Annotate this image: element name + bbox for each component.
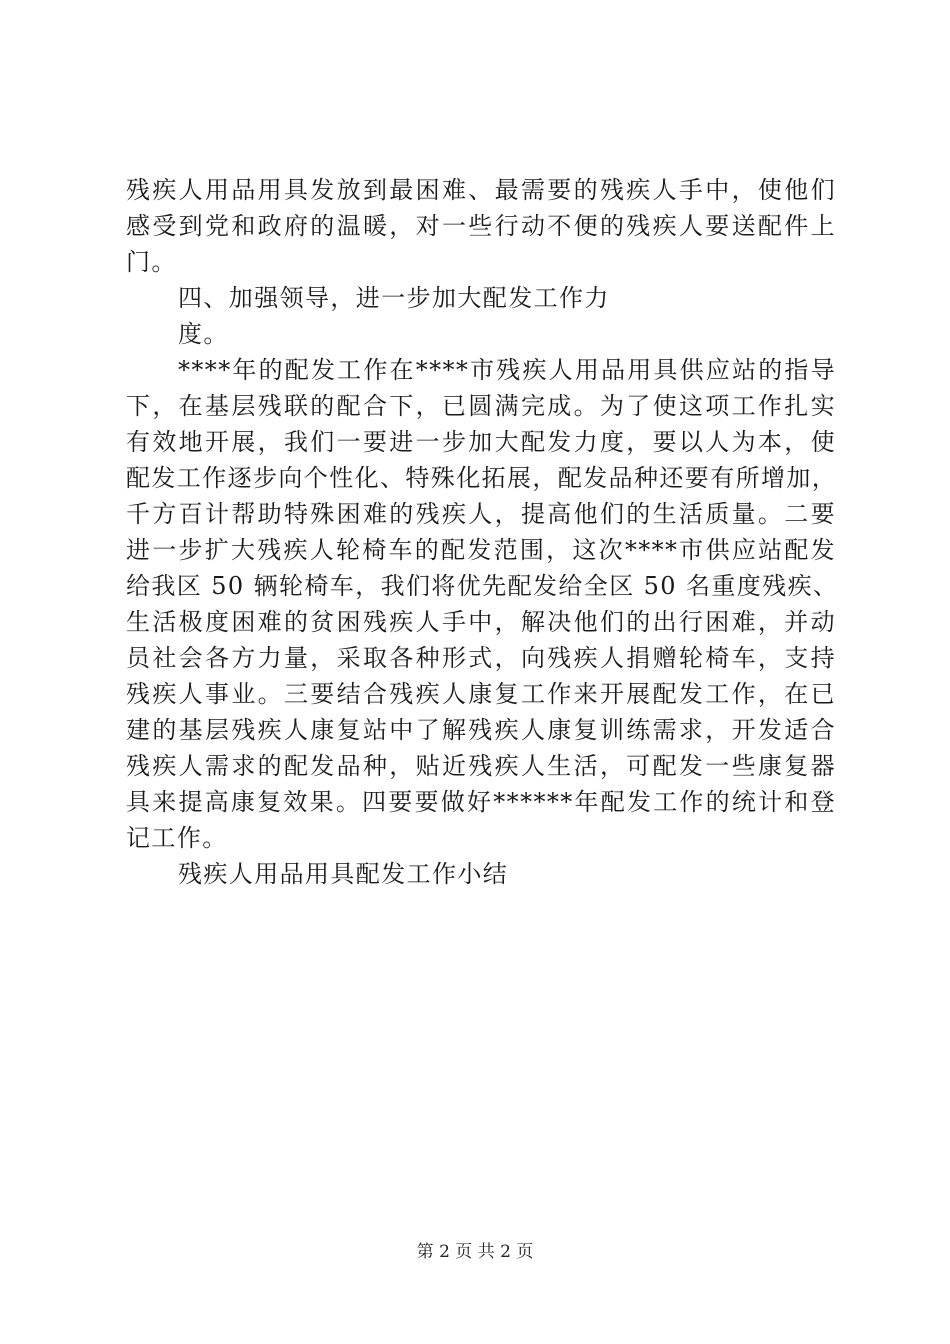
section-heading-line: 四、加强领导，进一步加大配发工作力 <box>178 284 610 312</box>
text-line: 门。 <box>126 248 177 276</box>
body-text <box>126 172 839 892</box>
text-line: ****年的配发工作在****市残疾人用品用具供应站的指导 <box>178 356 836 384</box>
text-line: 千方百计帮助特殊困难的残疾人，提高他们的生活质量。二要 <box>126 500 836 528</box>
text-line: 员社会各方力量，采取各种形式，向残疾人捐赠轮椅车，支持 <box>126 644 836 672</box>
text-line: 记工作。 <box>126 824 228 852</box>
text-line: 建的基层残疾人康复站中了解残疾人康复训练需求，开发适合 <box>126 716 836 744</box>
closing-title-line: 残疾人用品用具配发工作小结 <box>178 860 509 888</box>
text-line: 具来提高康复效果。四要要做好******年配发工作的统计和登 <box>126 788 836 816</box>
text-line: 生活极度困难的贫困残疾人手中，解决他们的出行困难，并动 <box>126 608 836 636</box>
text-line: 下，在基层残联的配合下，已圆满完成。为了使这项工作扎实 <box>126 392 836 420</box>
text-line: 感受到党和政府的温暖，对一些行动不便的残疾人要送配件上 <box>126 212 836 240</box>
section-heading-line: 度。 <box>178 320 229 348</box>
text-line: 给我区 50 辆轮椅车，我们将优先配发给全区 50 名重度残疾、 <box>126 572 839 600</box>
text-line: 进一步扩大残疾人轮椅车的配发范围，这次****市供应站配发 <box>126 536 836 564</box>
text-line: 残疾人需求的配发品种，贴近残疾人生活，可配发一些康复器 <box>126 752 836 780</box>
text-line: 残疾人用品用具发放到最困难、最需要的残疾人手中，使他们 <box>126 176 836 204</box>
text-line: 有效地开展，我们一要进一步加大配发力度，要以人为本，使 <box>126 428 836 456</box>
text-line: 配发工作逐步向个性化、特殊化拓展，配发品种还要有所增加， <box>126 464 838 492</box>
text-line: 残疾人事业。三要结合残疾人康复工作来开展配发工作，在已 <box>126 680 836 708</box>
page-footer: 第 2 页 共 2 页 <box>416 1242 534 1262</box>
